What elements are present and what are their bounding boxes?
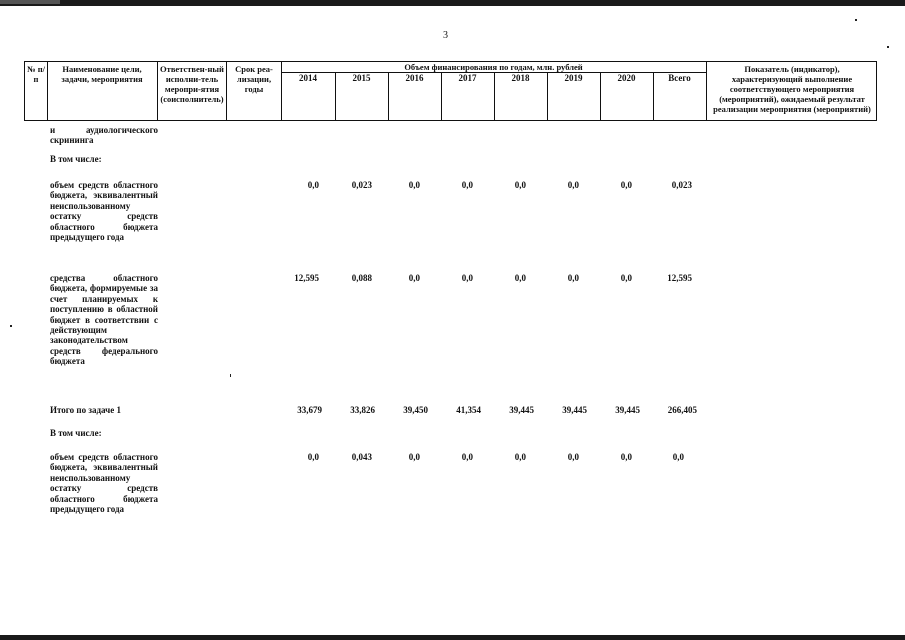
- value-2016: 39,450: [403, 405, 428, 415]
- value-total: 12,595: [667, 273, 692, 283]
- scan-top-artifact: [0, 0, 60, 4]
- header-year: 2019: [564, 73, 583, 83]
- header-finance-group: Объем финансирования по годам, млн. рублей: [404, 62, 583, 72]
- value-2019: 0,0: [567, 180, 579, 190]
- header-year: 2020: [617, 73, 636, 83]
- value-2016: 0,0: [408, 180, 420, 190]
- value-2019: 0,0: [567, 273, 579, 283]
- value-2014: 0,0: [307, 452, 319, 462]
- scan-speck: [855, 19, 857, 21]
- header-col-term: Срок реа-лизации, годы: [235, 64, 273, 94]
- value-total: 0,023: [671, 180, 692, 190]
- header-year: 2017: [458, 73, 477, 83]
- table-header: [24, 61, 877, 121]
- value-2018: 0,0: [514, 452, 526, 462]
- value-2017: 41,354: [456, 405, 481, 415]
- value-total: 266,405: [667, 405, 697, 415]
- value-2014: 12,595: [294, 273, 319, 283]
- row-label: средства областного бюджета, формируемые за счет планируемых к поступлению в областной бюджет в соответствии с действующим законодательством средств федерального бюджета: [50, 273, 158, 367]
- value-2016: 0,0: [408, 452, 420, 462]
- scan-speck: [230, 374, 231, 377]
- value-2019: 0,0: [567, 452, 579, 462]
- header-col-name: Наименование цели, задачи, мероприятия: [61, 64, 143, 84]
- row-label: объем средств областного бюджета, эквивалентный неиспользованному остатку средств областного бюджета предыдущего года: [50, 452, 158, 515]
- value-2020: 0,0: [620, 452, 632, 462]
- header-year: 2014: [299, 73, 317, 83]
- header-col-indicator: Показатель (индикатор), характеризующий выполнение соответствующего мероприятия (мероприятий), ожидаемый результат реализации мероприятия (мероприятий): [713, 64, 871, 114]
- scan-top-edge: [0, 0, 905, 6]
- value-2015: 0,043: [351, 452, 372, 462]
- value-2014: 33,679: [297, 405, 322, 415]
- value-2020: 0,0: [620, 273, 632, 283]
- value-2017: 0,0: [461, 452, 473, 462]
- row-label-total-task-1: Итого по задаче 1: [50, 405, 121, 415]
- value-2017: 0,0: [461, 273, 473, 283]
- header-year: 2015: [352, 73, 371, 83]
- header-year: 2018: [511, 73, 530, 83]
- header-col-number: № п/п: [27, 64, 45, 84]
- value-2017: 0,0: [461, 180, 473, 190]
- value-2020: 0,0: [620, 180, 632, 190]
- scan-speck: [887, 46, 889, 48]
- value-2016: 0,0: [408, 273, 420, 283]
- value-2020: 39,445: [615, 405, 640, 415]
- row-label: объем средств областного бюджета, эквивалентный неиспользованному остатку средств областного бюджета предыдущего года: [50, 180, 158, 243]
- header-year-total: Всего: [668, 73, 691, 83]
- page-number: 3: [443, 30, 448, 41]
- value-2015: 0,088: [351, 273, 372, 283]
- value-2019: 39,445: [562, 405, 587, 415]
- value-2015: 33,826: [350, 405, 375, 415]
- value-2018: 0,0: [514, 273, 526, 283]
- row-label: В том числе:: [50, 428, 102, 438]
- value-2015: 0,023: [351, 180, 372, 190]
- value-2014: 0,0: [307, 180, 319, 190]
- header-year: 2016: [405, 73, 424, 83]
- row-label: В том числе:: [50, 154, 102, 164]
- value-total: 0,0: [672, 452, 684, 462]
- scan-bottom-edge: [0, 635, 905, 640]
- row-label: и аудиологического скрининга: [50, 125, 158, 146]
- header-col-responsible: Ответствен-ный исполни-тель меропри-ятия (соисполнитель): [160, 64, 224, 104]
- scan-speck: [10, 325, 12, 327]
- value-2018: 0,0: [514, 180, 526, 190]
- value-2018: 39,445: [509, 405, 534, 415]
